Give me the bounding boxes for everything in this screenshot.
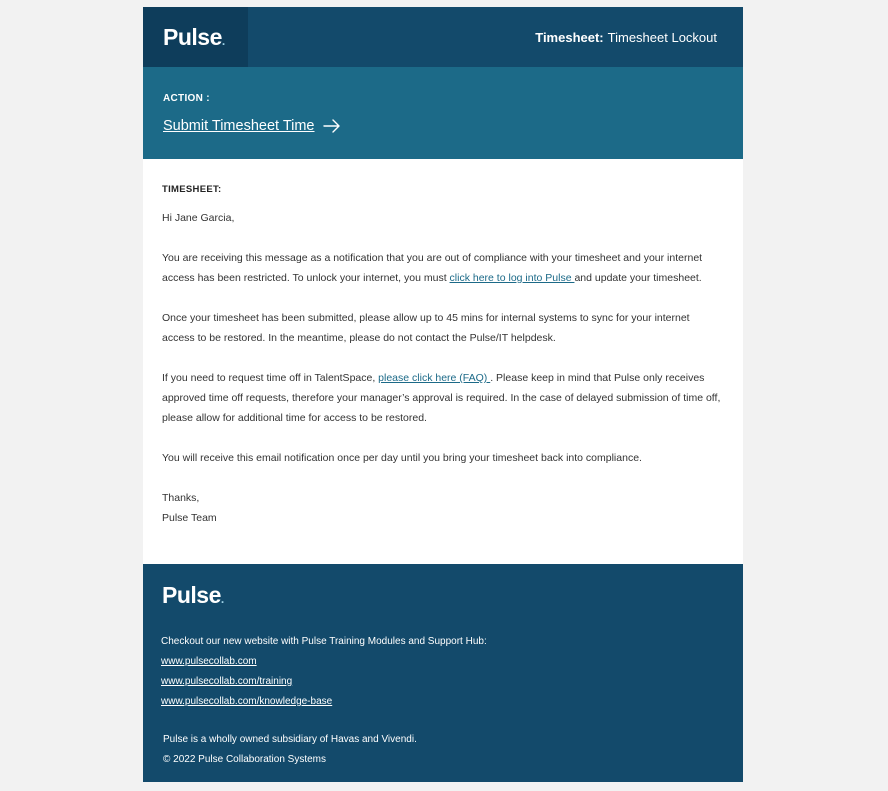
footer-intro: Checkout our new website with Pulse Training Modules and Support Hub: xyxy=(161,636,487,647)
footer-link-training[interactable]: www.pulsecollab.com/training xyxy=(161,676,293,687)
email-footer xyxy=(143,564,743,782)
email-body xyxy=(143,159,743,564)
section-label: TIMESHEET: xyxy=(162,184,222,195)
paragraph-frequency: You will receive this email notification once per day until you bring your timesheet back into compliance. xyxy=(162,452,642,464)
pulse-logo: Pulse. xyxy=(163,23,225,50)
copyright: © 2022 Pulse Collaboration Systems xyxy=(163,754,327,765)
action-band xyxy=(143,67,743,159)
faq-link[interactable]: please click here (FAQ) xyxy=(378,372,491,384)
logo-box xyxy=(143,7,248,67)
email-container xyxy=(143,7,743,782)
paragraph-sync: Once your timesheet has been submitted, please allow up to 45 mins for internal systems to sync for your internet access to be restored. In the meantime, please do not contact the Pulse/IT helpdesk. xyxy=(162,312,690,344)
logo-mark: . xyxy=(221,33,225,48)
paragraph-time-off: If you need to request time off in TalentSpace, please click here (FAQ) . Please keep in mind that Pulse only receives approved time off requests, therefore your manager’s approval is required. In the case of delayed submission of time off, please allow for additional time for access to be restored. xyxy=(162,372,721,424)
signature: Pulse Team xyxy=(162,512,217,524)
footer-logo-mark: . xyxy=(220,592,224,606)
email-header xyxy=(143,7,743,67)
signoff: Thanks, xyxy=(162,492,200,504)
submit-timesheet-link-text[interactable]: Submit Timesheet Time xyxy=(163,118,315,134)
login-pulse-link[interactable]: click here to log into Pulse xyxy=(449,272,575,284)
subsidiary-note: Pulse is a wholly owned subsidiary of Havas and Vivendi. xyxy=(163,734,417,745)
footer-link-knowledge-base[interactable]: www.pulsecollab.com/knowledge-base xyxy=(161,696,333,707)
footer-link-home[interactable]: www.pulsecollab.com xyxy=(161,656,257,667)
submit-timesheet-link[interactable] xyxy=(163,118,723,134)
action-label: ACTION : xyxy=(163,93,210,104)
header-title xyxy=(535,7,743,67)
footer-legal xyxy=(161,730,725,770)
footer-pulse-logo: Pulse. xyxy=(162,582,224,608)
header-title-bold: Timesheet: xyxy=(535,29,604,45)
arrow-right-icon[interactable] xyxy=(323,119,341,133)
greeting: Hi Jane Garcia, xyxy=(162,212,235,224)
header-title-text: Timesheet Lockout xyxy=(607,29,717,45)
paragraph-compliance: You are receiving this message as a notification that you are out of compliance with your timesheet and your internet access has been restricted. To unlock your internet, you must click here to log into Pulse and update your timesheet. xyxy=(162,252,703,284)
